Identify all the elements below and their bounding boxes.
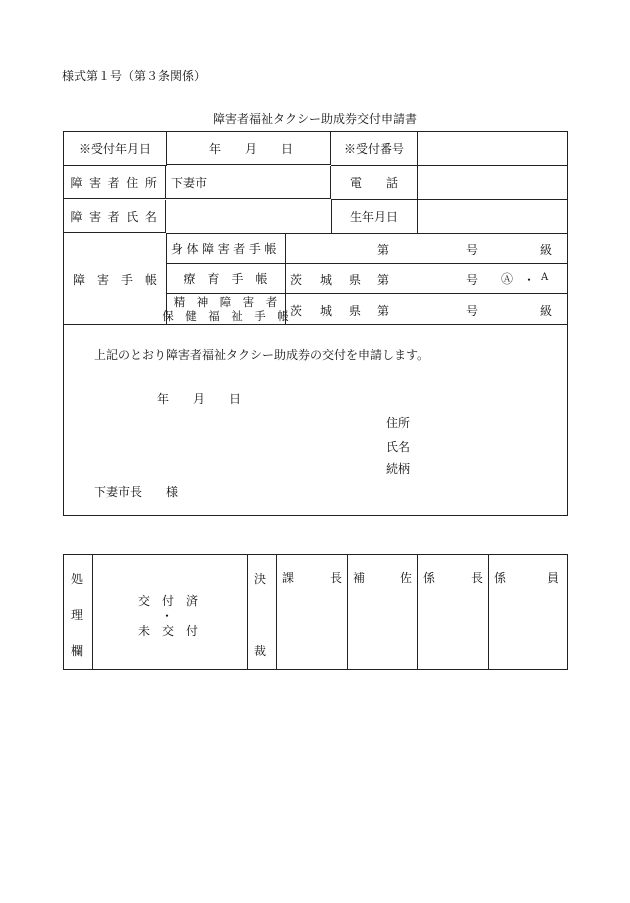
processing-label [64,555,93,669]
received-number-field[interactable] [417,132,567,166]
processing-label-char-2: 理 [71,608,84,622]
processing-label-char-3: 欄 [71,644,84,658]
grade-separator: ・ [523,273,536,287]
pref-char-2: 城 [320,273,333,287]
pref-char-3: 県 [349,304,362,318]
phone-label: 電 話 [331,166,418,200]
number-suffix: 号 [466,304,479,318]
form-number: 様式第１号（第３条関係） [62,69,207,83]
birthdate-field[interactable] [417,200,567,234]
name-field[interactable] [166,200,332,234]
statement-text: 上記のとおり障害者福祉タクシー助成券の交付を申請します。 [94,348,430,362]
approver-title-right: 員 [546,571,559,585]
grade-suffix: 級 [540,304,553,318]
grade-a-circled-option[interactable]: Ⓐ [501,272,514,286]
handbook-physical-label: 身体障害者手帳 [166,234,286,264]
approver-assistant[interactable] [348,555,418,669]
date-line[interactable]: 年 月 日 [157,392,242,406]
status-issued[interactable]: 交 付 済 [138,594,199,608]
approver-title-right: 長 [329,571,342,585]
status-not-issued[interactable]: 未 交 付 [138,624,199,638]
approver-subsection-chief[interactable] [418,555,489,669]
address-label: 障害者住所 [64,166,166,199]
decision-char-1: 決 [254,572,267,586]
handbook-physical-field[interactable] [285,234,567,264]
status-separator: ・ [161,609,174,623]
number-prefix: 第 [377,273,390,287]
issue-status-cell [93,555,248,669]
number-prefix: 第 [377,243,390,257]
processing-label-char-1: 処 [71,572,84,586]
address-field[interactable]: 下妻市 [166,166,331,199]
approver-title-left: 補 [353,571,366,585]
approver-title-left: 係 [494,571,507,585]
grade-suffix: 級 [540,243,553,257]
handbook-rehab-label: 療 育 手 帳 [166,264,286,294]
decision-label [248,555,277,669]
processing-table [63,554,568,670]
received-number-label: ※受付番号 [331,132,418,166]
received-date-label: ※受付年月日 [64,132,167,166]
approver-title-right: 長 [470,571,483,585]
approver-section-chief[interactable] [277,555,348,669]
applicant-name-label: 氏名 [386,440,411,454]
handbook-mental-label-line2: 保 健 福 祉 手 帳 [162,309,289,323]
pref-char-1: 茨 [290,273,303,287]
approver-title-right: 佐 [399,571,412,585]
number-prefix: 第 [377,304,390,318]
phone-field[interactable] [417,166,567,200]
number-suffix: 号 [466,243,479,257]
form-grid [63,131,568,516]
approver-staff[interactable] [489,555,567,669]
approver-title-left: 係 [423,571,436,585]
birthdate-label: 生年月日 [331,200,418,234]
applicant-address-label: 住所 [386,416,411,430]
grade-a-option[interactable]: A [541,272,549,283]
pref-char-1: 茨 [290,304,303,318]
handbook-mental-label-line1: 精 神 障 害 者 [173,295,278,309]
handbook-mental-field[interactable] [285,294,567,325]
decision-char-2: 裁 [254,644,267,658]
addressee: 下妻市長 様 [94,485,179,499]
number-suffix: 号 [466,273,479,287]
pref-char-2: 城 [320,304,333,318]
name-label: 障害者氏名 [64,200,166,233]
handbook-mental-label [162,294,289,325]
pref-char-3: 県 [349,273,362,287]
approver-title-left: 課 [282,571,295,585]
applicant-relation-label: 続柄 [386,462,411,476]
handbook-rehab-field[interactable] [285,264,567,294]
received-date-value[interactable]: 年 月 日 [166,132,331,165]
handbook-label: 障 害 手 帳 [64,234,167,325]
form-title: 障害者福祉タクシー助成券交付申請書 [212,112,417,126]
